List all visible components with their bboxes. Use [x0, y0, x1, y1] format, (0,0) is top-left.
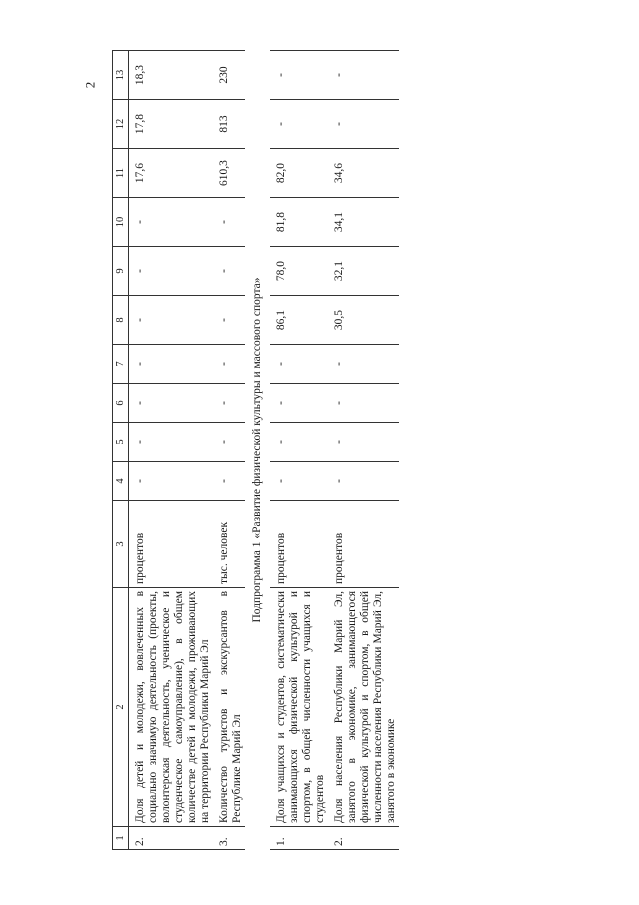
unit-cell: процентов [328, 501, 399, 588]
value-cell: - [213, 462, 245, 501]
value-cell: - [213, 345, 245, 384]
indicator-name: Доля учащихся и студентов, систематически занимающихся физической культурой и спортом, в общей численности учащихся и студентов [270, 588, 328, 827]
value-cell: 18,3 [129, 51, 214, 100]
value-cell: - [270, 462, 328, 501]
indicator-name: Количество туристов и экскурсантов в Республике Марий Эл [213, 588, 245, 827]
value-cell: - [213, 423, 245, 462]
value-cell: - [328, 345, 399, 384]
value-cell: - [213, 384, 245, 423]
value-cell: - [213, 198, 245, 247]
subprogram-title: Подпрограмма 1 «Развитие физической культуры и массового спорта» [251, 277, 263, 623]
value-cell: 32,1 [328, 247, 399, 296]
value-cell: - [129, 462, 214, 501]
value-cell: 86,1 [270, 296, 328, 345]
value-cell: - [328, 462, 399, 501]
value-cell: - [129, 247, 214, 296]
value-cell: 81,8 [270, 198, 328, 247]
header-cell: 4 [113, 462, 129, 501]
header-cell: 9 [113, 247, 129, 296]
table-row [270, 51, 328, 850]
unit-cell: процентов [270, 501, 328, 588]
table-row [328, 51, 399, 850]
value-cell: 34,6 [328, 149, 399, 198]
value-cell: 17,8 [129, 100, 214, 149]
value-cell: 230 [213, 51, 245, 100]
value-cell: 610,3 [213, 149, 245, 198]
value-cell: 30,5 [328, 296, 399, 345]
column-numbers-row [113, 51, 129, 850]
header-cell: 12 [113, 100, 129, 149]
header-cell: 2 [113, 588, 129, 827]
value-cell: - [270, 100, 328, 149]
row-number: 3. [213, 827, 245, 850]
value-cell: - [270, 384, 328, 423]
indicators-table [112, 50, 399, 850]
header-cell: 3 [113, 501, 129, 588]
row-number: 2. [129, 827, 214, 850]
header-cell: 1 [113, 827, 129, 850]
value-cell: - [328, 100, 399, 149]
indicator-name: Доля населения Республики Марий Эл, занятого в экономике, занимающегося физической культурой и спортом, в общей численности населения Республики Марий Эл, занятого в экономике [328, 588, 399, 827]
value-cell: - [270, 345, 328, 384]
rotated-table-sheet [112, 64, 397, 850]
value-cell: - [328, 51, 399, 100]
value-cell: 17,6 [129, 149, 214, 198]
indicator-name: Доля детей и молодежи, вовлеченных в социально значимую деятельность (проекты, волонтерская деятельность, ученическое и студенческое самоуправление), в общем количестве детей и молодежи, проживающих на территории Республики Марий Эл [129, 588, 214, 827]
value-cell: - [328, 384, 399, 423]
value-cell: 813 [213, 100, 245, 149]
value-cell: - [270, 51, 328, 100]
value-cell: 78,0 [270, 247, 328, 296]
value-cell: - [129, 345, 214, 384]
header-cell: 10 [113, 198, 129, 247]
value-cell: - [129, 384, 214, 423]
value-cell: - [129, 296, 214, 345]
header-cell: 13 [113, 51, 129, 100]
value-cell: - [213, 296, 245, 345]
value-cell: - [270, 423, 328, 462]
value-cell: - [129, 198, 214, 247]
page-number: 2 [82, 81, 98, 89]
unit-cell: процентов [129, 501, 214, 588]
row-number: 1. [270, 827, 328, 850]
header-cell: 6 [113, 384, 129, 423]
unit-cell: тыс. человек [213, 501, 245, 588]
subprogram-row [245, 51, 270, 850]
value-cell: - [328, 423, 399, 462]
table-row [129, 51, 214, 850]
header-cell: 7 [113, 345, 129, 384]
value-cell: - [213, 247, 245, 296]
value-cell: 34,1 [328, 198, 399, 247]
header-cell: 5 [113, 423, 129, 462]
row-number: 2. [328, 827, 399, 850]
value-cell: 82,0 [270, 149, 328, 198]
value-cell: - [129, 423, 214, 462]
table-row [213, 51, 245, 850]
header-cell: 11 [113, 149, 129, 198]
header-cell: 8 [113, 296, 129, 345]
